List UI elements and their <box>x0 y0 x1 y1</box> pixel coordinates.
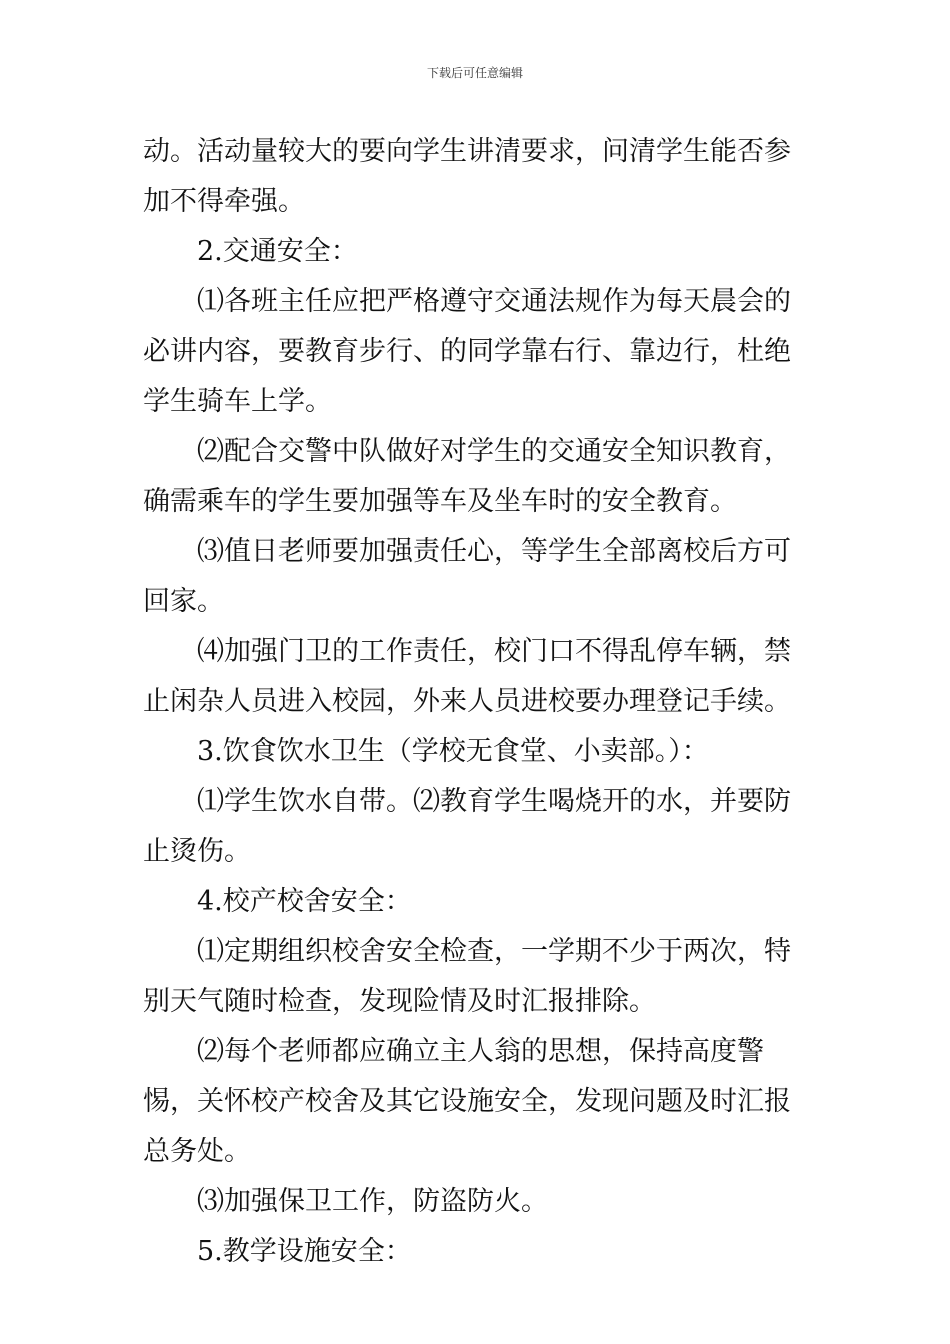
paragraph: ⑴定期组织校舍安全检查，一学期不少于两次，特别天气随时检查，发现险情及时汇报排除。 <box>143 936 791 1017</box>
paragraph: ⑶值日老师要加强责任心，等学生全部离校后方可回家。 <box>143 536 791 617</box>
document-body <box>143 127 811 1277</box>
section-heading-traffic-safety: 2.交通安全： <box>197 236 358 267</box>
paragraph: 动。活动量较大的要向学生讲清要求，问清学生能否参加不得牵强。 <box>143 136 791 217</box>
page-header: 下载后可任意编辑 <box>426 66 523 80</box>
paragraph: ⑵配合交警中队做好对学生的交通安全知识教育，确需乘车的学生要加强等车及坐车时的安全教育。 <box>143 436 791 517</box>
paragraph: ⑶加强保卫工作，防盗防火。 <box>197 1186 548 1217</box>
paragraph: ⑴学生饮水自带。⑵教育学生喝烧开的水，并要防止烫伤。 <box>143 786 791 867</box>
paragraph: ⑷加强门卫的工作责任，校门口不得乱停车辆，禁止闲杂人员进入校园，外来人员进校要办理登记手续。 <box>143 636 791 717</box>
section-heading-school-property-safety: 4.校产校舍安全： <box>197 886 412 917</box>
paragraph: ⑵每个老师都应确立主人翁的思想，保持高度警惕，关怀校产校舍及其它设施安全，发现问题及时汇报总务处。 <box>143 1036 791 1167</box>
paragraph: ⑴各班主任应把严格遵守交通法规作为每天晨会的必讲内容，要教育步行、的同学靠右行、靠边行，杜绝学生骑车上学。 <box>143 286 791 417</box>
section-heading-food-water-hygiene: 3.饮食饮水卫生（学校无食堂、小卖部。）： <box>197 736 709 767</box>
section-heading-teaching-facilities-safety: 5.教学设施安全： <box>197 1236 412 1267</box>
